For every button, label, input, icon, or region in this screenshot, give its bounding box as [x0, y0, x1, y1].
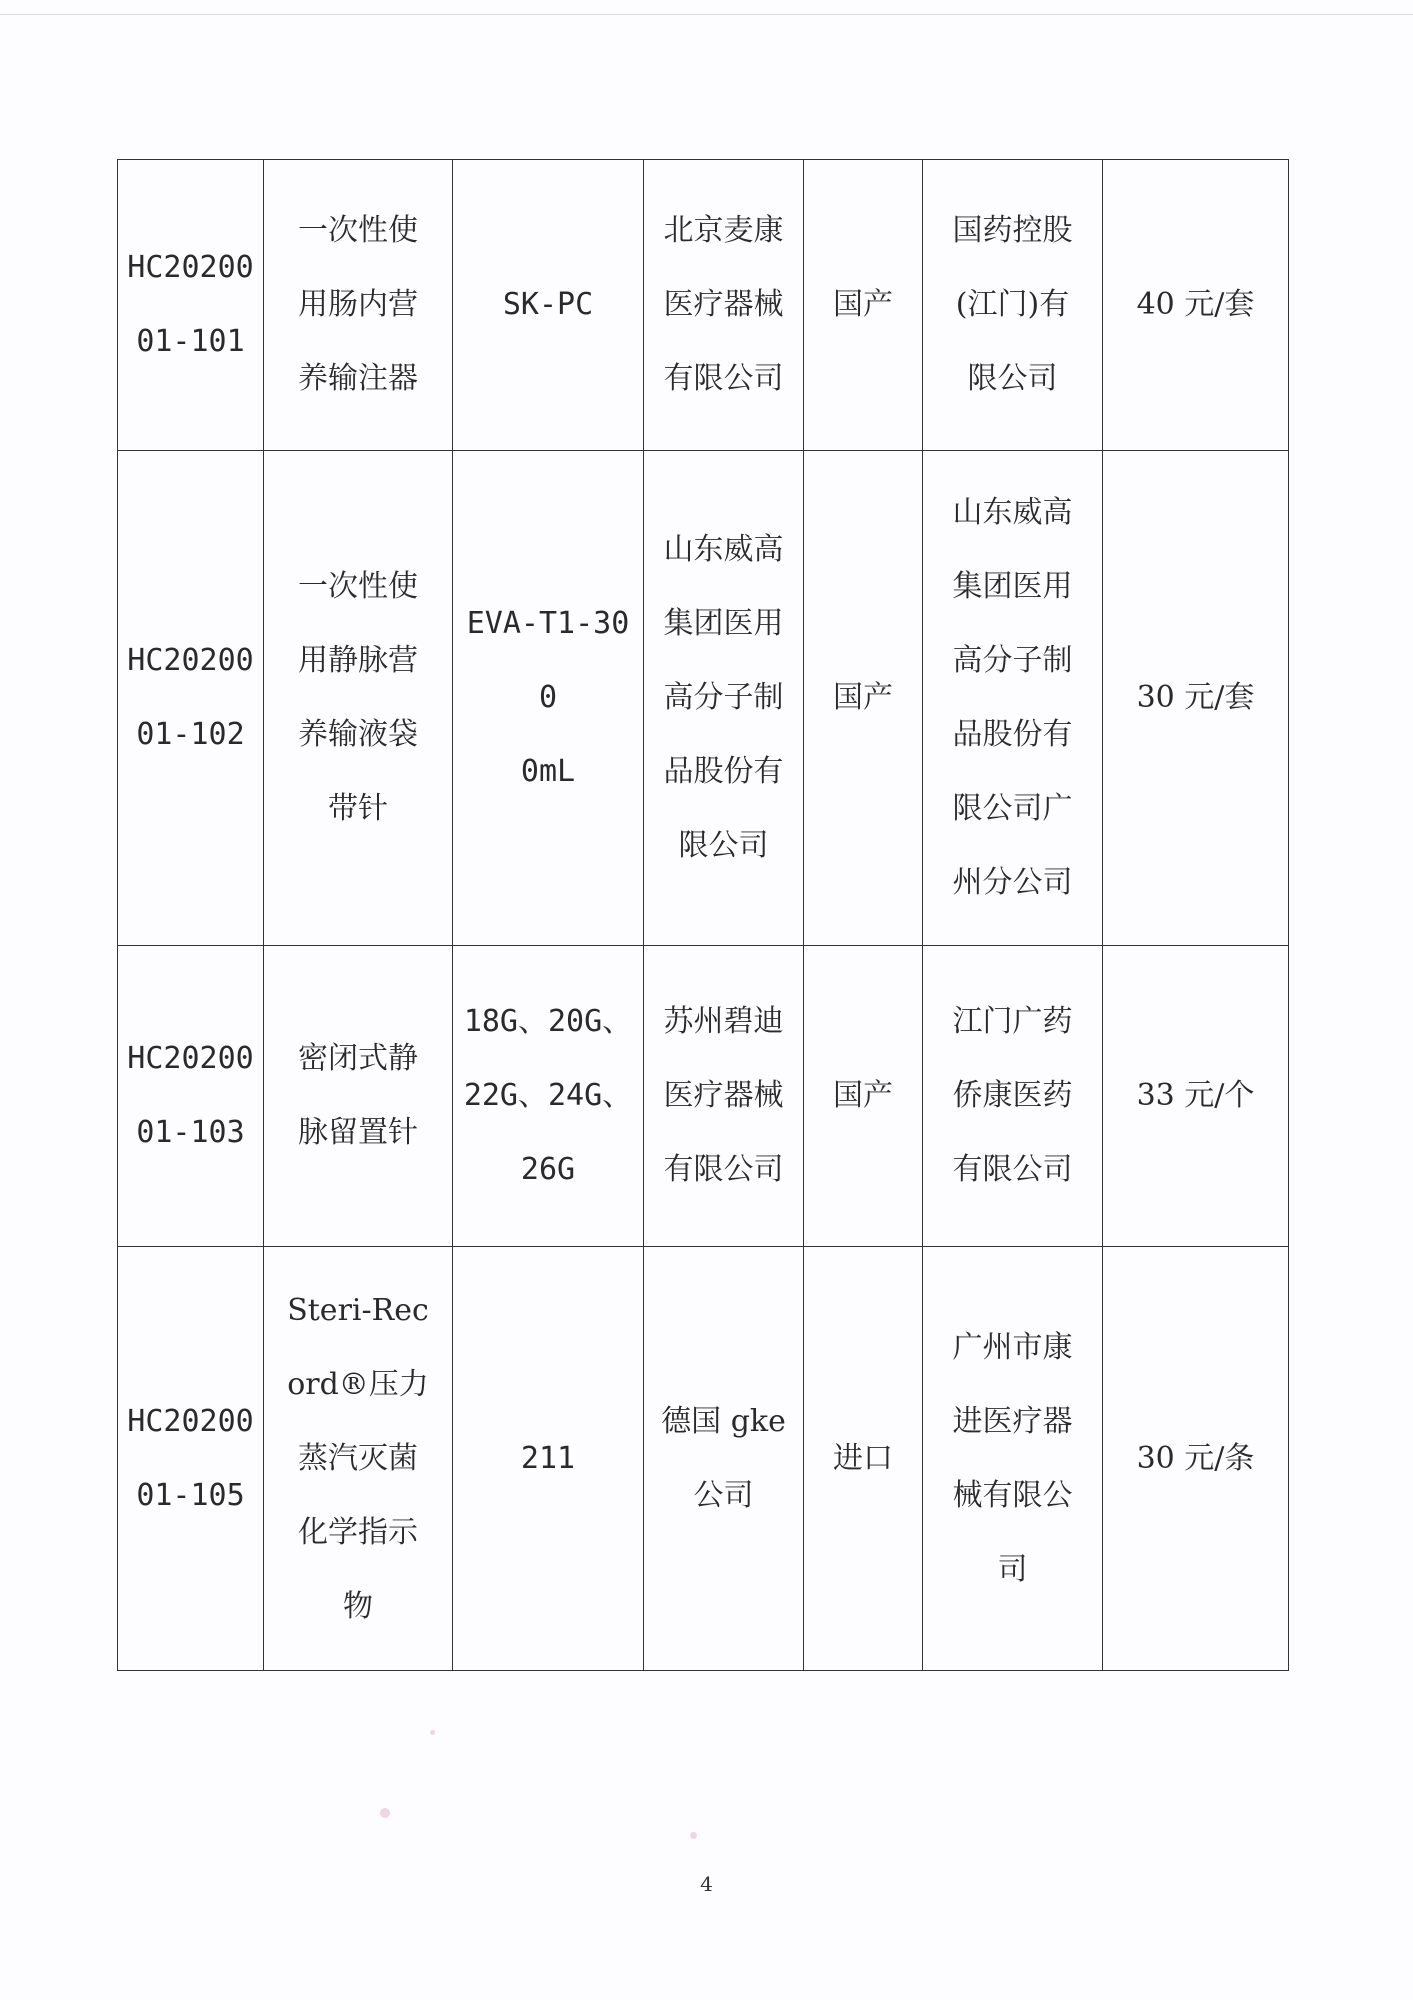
price-cell: [1103, 946, 1289, 1247]
origin-cell: [804, 1247, 923, 1671]
product-code-cell: [118, 451, 264, 946]
table-row: [118, 946, 1289, 1247]
origin-cell: [804, 946, 923, 1247]
product-name: 一次性使 用肠内营 养输注器: [298, 213, 418, 396]
manufacturer: 山东威高 集团医用 高分子制 品股份有 限公司: [663, 532, 784, 863]
supplier: 国药控股 (江门)有 限公司: [952, 213, 1073, 396]
product-code-cell: [118, 160, 264, 451]
price: 30 元/套: [1136, 680, 1255, 715]
price-cell: [1103, 160, 1289, 451]
supplier-cell: [923, 946, 1103, 1247]
manufacturer: 北京麦康 医疗器械 有限公司: [663, 213, 784, 396]
price: 40 元/套: [1136, 287, 1255, 322]
ink-stain: [380, 1808, 390, 1818]
price: 33 元/个: [1136, 1078, 1255, 1113]
product-code-cell: [118, 1247, 264, 1671]
manufacturer-cell: [644, 1247, 804, 1671]
product-spec-cell: [453, 946, 644, 1247]
price-cell: [1103, 1247, 1289, 1671]
product-code-cell: [118, 946, 264, 1247]
table-row: [118, 1247, 1289, 1671]
manufacturer-cell: [644, 160, 804, 451]
product-code: HC20200 01-101: [127, 250, 254, 359]
product-spec: 211: [520, 1440, 576, 1476]
product-name-cell: [264, 160, 453, 451]
page-number: 4: [700, 1872, 713, 1896]
origin: 国产: [833, 680, 893, 715]
product-code: HC20200 01-103: [127, 1041, 254, 1150]
product-spec: SK-PC: [502, 287, 594, 322]
origin-cell: [804, 160, 923, 451]
product-table: [117, 159, 1289, 1671]
scan-edge-line: [0, 14, 1413, 15]
ink-stain: [690, 1832, 697, 1839]
supplier: 江门广药 侨康医药 有限公司: [952, 1004, 1073, 1187]
product-spec: 18G、20G、 22G、24G、 26G: [463, 1004, 633, 1187]
table-row: [118, 451, 1289, 946]
supplier-cell: [923, 160, 1103, 451]
manufacturer-cell: [644, 451, 804, 946]
supplier-cell: [923, 451, 1103, 946]
supplier: 山东威高 集团医用 高分子制 品股份有 限公司广 州分公司: [952, 495, 1073, 900]
manufacturer-cell: [644, 946, 804, 1247]
product-spec-cell: [453, 160, 644, 451]
supplier-cell: [923, 1247, 1103, 1671]
product-code: HC20200 01-102: [127, 643, 254, 752]
supplier: 广州市康 进医疗器 械有限公 司: [952, 1329, 1073, 1587]
origin: 国产: [833, 287, 893, 322]
product-name-cell: [264, 946, 453, 1247]
price: 30 元/条: [1136, 1440, 1255, 1476]
origin: 进口: [833, 1440, 893, 1476]
origin-cell: [804, 451, 923, 946]
table-row: [118, 160, 1289, 451]
product-spec-cell: [453, 451, 644, 946]
product-name: 密闭式静 脉留置针: [298, 1041, 418, 1150]
product-name-cell: [264, 1247, 453, 1671]
product-name: Steri-Rec ord®压力 蒸汽灭菌 化学指示 物: [287, 1292, 429, 1624]
product-spec-cell: [453, 1247, 644, 1671]
price-cell: [1103, 451, 1289, 946]
product-name: 一次性使 用静脉营 养输液袋 带针: [298, 569, 418, 826]
product-name-cell: [264, 451, 453, 946]
manufacturer: 德国 gke 公司: [661, 1403, 786, 1513]
ink-stain: [430, 1730, 435, 1735]
manufacturer: 苏州碧迪 医疗器械 有限公司: [663, 1004, 784, 1187]
product-spec: EVA-T1-300 0mL: [466, 606, 630, 789]
product-code: HC20200 01-105: [127, 1403, 254, 1513]
origin: 国产: [833, 1078, 893, 1113]
